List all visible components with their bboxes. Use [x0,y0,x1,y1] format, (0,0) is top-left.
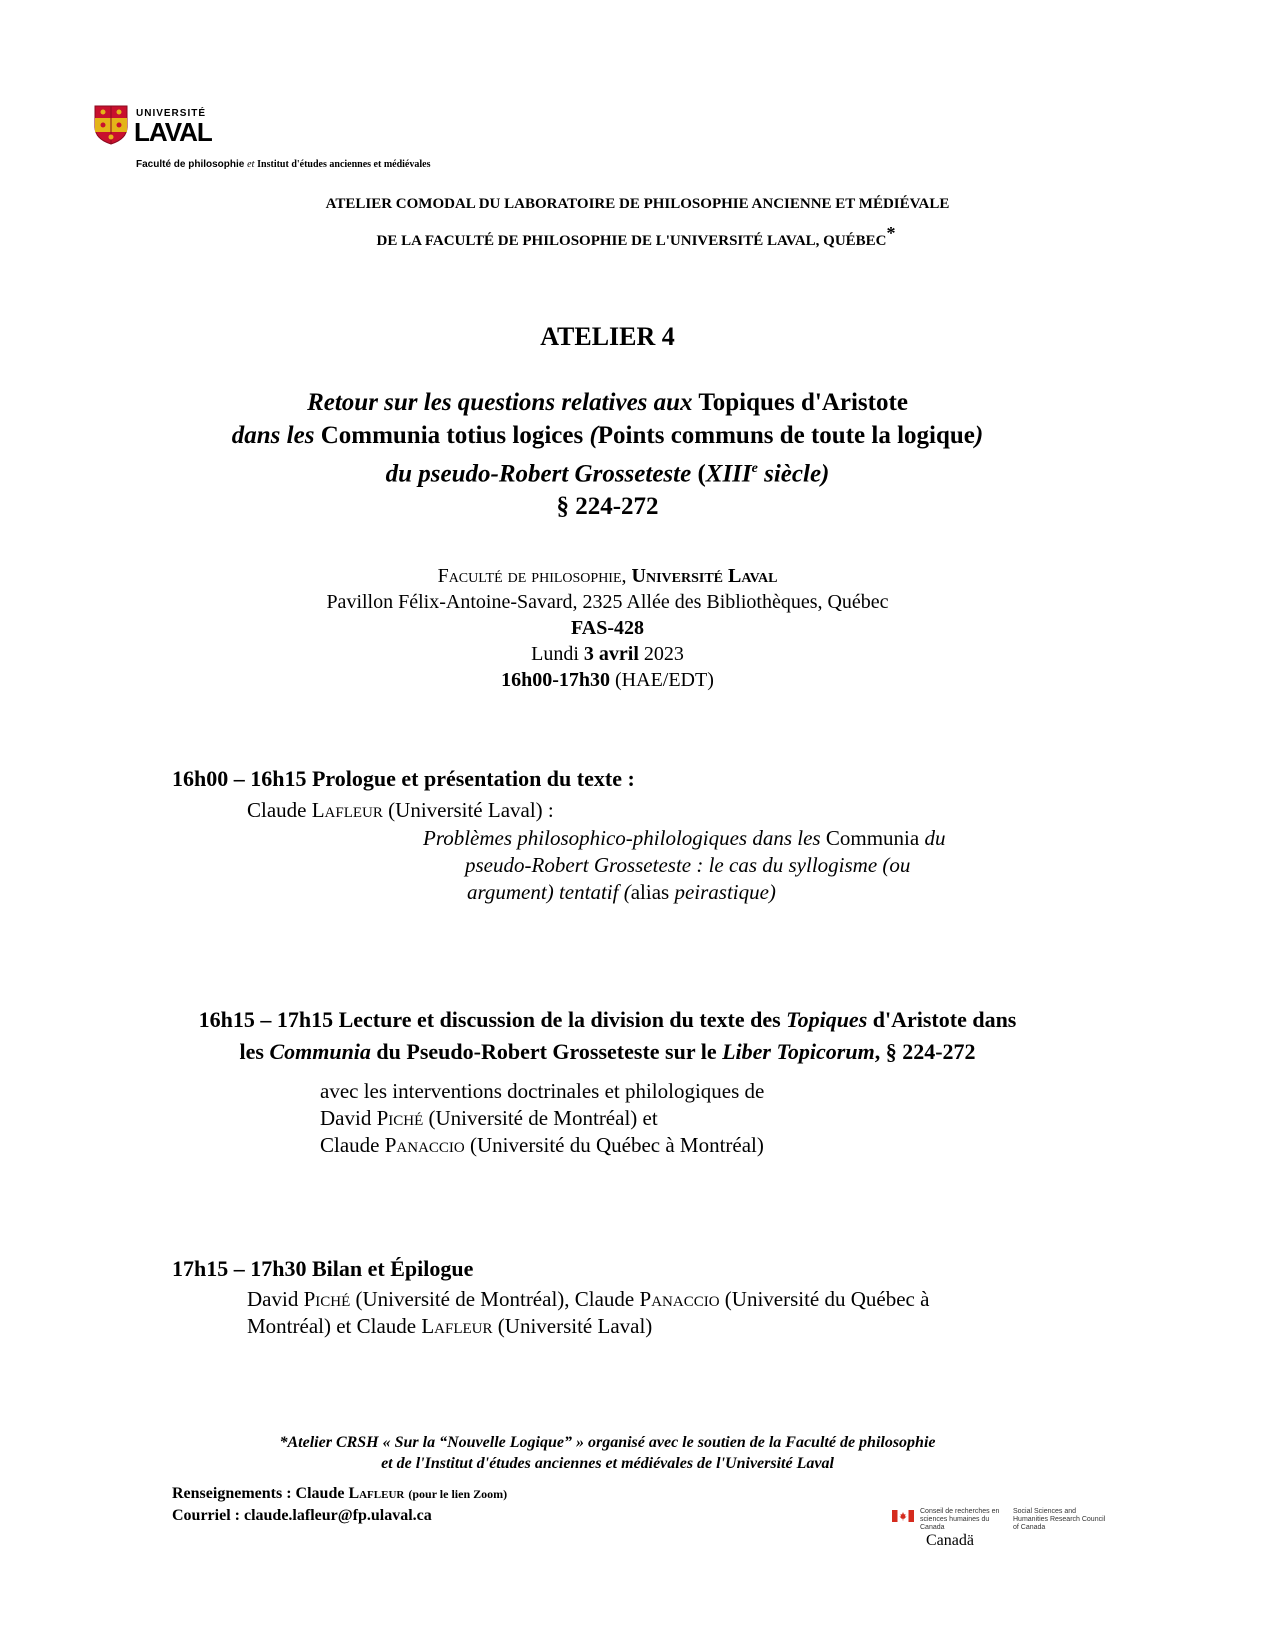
venue-timezone: (HAE/EDT) [615,669,714,691]
s2-p2-aff: (Université du Québec à Montréal) [470,1133,764,1157]
s2-heading-line-2 [0,1036,1215,1068]
venue-faculty-line [0,563,1215,589]
crsh-sshrc-logo [892,1508,1122,1558]
s1-talk-line-1 [423,825,1083,852]
logo-top-text: UNIVERSITÉ [136,108,207,119]
event-header [0,190,1275,256]
faculty-line-et: et [247,159,255,170]
contact-last: Lafleur [348,1485,405,1502]
s1-talk-line-3 [423,879,1083,906]
contact-info-line [172,1483,507,1505]
s1-talk-l1-c: du [924,826,946,850]
venue-address: Pavillon Félix-Antoine-Savard, 2325 Allée des Bibliothèques, Québec [326,591,889,613]
section1-speaker [247,797,554,824]
footnote [0,1432,1215,1474]
section3-heading: 17h15 – 17h30 Bilan et Épilogue [172,1256,474,1281]
canada-wordmark: Canadä [926,1532,974,1549]
venue-day: Lundi [531,643,579,665]
section2-heading [0,1004,1215,1068]
s1-speaker-first: Claude [247,798,307,822]
s3-a-last: Piché [303,1287,351,1311]
s3-a-aff: (Université de Montréal), Claude [355,1287,635,1311]
title-line-4: § 224-272 [556,493,659,521]
s2-p2-last: Panaccio [384,1133,465,1157]
s2-p1-aff: (Université de Montréal) et [428,1106,658,1130]
venue-year: 2023 [643,643,684,665]
title-l3-b: ( [697,460,706,488]
title-l1-a: Retour sur les questions relatives aux [307,389,693,416]
universite-laval-logo [94,105,214,145]
title-l3-c: XIII [705,460,752,488]
title-l1-b: Topiques d'Aristote [698,389,908,416]
section2-body [320,1078,764,1159]
title-l2-a: dans les [231,422,315,449]
s2-h2-e: , § 224-272 [874,1039,976,1064]
laval-crest-icon [94,105,128,145]
s1-speaker-last: Lafleur [311,798,383,822]
s2-h1-c: d'Aristote dans [872,1007,1017,1032]
venue-date-bold: 3 avril [583,643,639,665]
title-l2-e: ) [974,422,984,449]
s1-speaker-aff: (Université Laval) : [388,798,554,822]
s3-a-first: David [247,1287,299,1311]
s2-p1-first: David [320,1106,372,1130]
venue-room: FAS-428 [571,617,644,639]
s2-heading-line-1 [0,1004,1215,1036]
title-line-3 [0,452,1215,490]
s1-talk-l1-a: Problèmes philosophico-philologiques dans les [423,826,821,850]
canada-flag-icon [892,1510,914,1522]
header-line-2 [0,219,1275,256]
faculty-line [136,159,430,170]
faculty-line-part2: Institut d'études anciennes et médiévales [257,159,431,170]
s2-h2-d: Liber Topicorum [722,1039,875,1064]
s2-participant-1 [320,1105,764,1132]
venue-date [0,641,1215,667]
s3-c-pre: Montréal) et Claude [247,1314,417,1338]
s1-talk-l3-b: alias [630,880,670,904]
s2-h2-c: du Pseudo-Robert Grosseteste sur le [376,1039,717,1064]
header-footnote-star: * [886,223,896,243]
s3-c-last: Lafleur [421,1314,493,1338]
s2-intro: avec les interventions doctrinales et philologiques de [320,1079,765,1103]
venue-time [0,667,1215,693]
title-line-1 [0,386,1215,419]
crsh-french-name: Conseil de recherches en sciences humaines du Canada [920,1508,1000,1531]
contact-block [172,1483,507,1527]
venue-block [0,563,1215,693]
title-line-2 [0,419,1215,452]
s3-b-last: Panaccio [639,1287,720,1311]
s1-talk-l3-a: argument) tentatif ( [467,880,631,904]
title-l2-b: Communia totius logices [320,422,584,449]
contact-email[interactable]: Courriel : claude.lafleur@fp.ulaval.ca [172,1507,432,1524]
faculty-line-part1: Faculté de philosophie [136,159,245,170]
contact-label: Renseignements : Claude [172,1485,345,1502]
s3-c-aff: (Université Laval) [497,1314,653,1338]
section1-talk-title [423,825,1083,906]
footnote-line-2: et de l'Institut d'études anciennes et médiévales de l'Université Laval [381,1455,834,1472]
logo-main-text: LAVAL [134,117,212,147]
venue-faculty: Faculté de philosophie, [437,565,627,587]
footnote-line-1: *Atelier CRSH « Sur la “Nouvelle Logique” » organisé avec le soutien de la Faculté de philosophie [279,1434,936,1451]
main-title [0,386,1215,523]
s1-talk-l3-c: peirastique) [674,880,776,904]
title-l2-d: Points communs de toute la logique [597,422,975,449]
title-l3-sup: e [751,461,758,476]
s3-line-1 [247,1286,1127,1313]
s2-h1-b: Topiques [786,1007,868,1032]
s1-talk-l1-b: Communia [825,826,920,850]
s2-h1-a: 16h15 – 17h15 Lecture et discussion de la division du texte des [198,1007,781,1032]
s2-p1-last: Piché [376,1106,424,1130]
venue-time-bold: 16h00-17h30 [501,669,611,691]
s2-p2-first: Claude [320,1133,380,1157]
title-l3-d: siècle) [764,460,830,488]
venue-university: Université Laval [631,565,778,587]
s2-h2-a: les [239,1039,264,1064]
s3-b-aff: (Université du Québec à [724,1287,930,1311]
contact-note: (pour le lien Zoom) [408,1487,508,1501]
s3-line-2 [247,1313,1127,1340]
header-line-2-text: DE LA FACULTÉ DE PHILOSOPHIE DE L'UNIVERSITÉ LAVAL, QUÉBEC [376,233,887,249]
title-l2-c: ( [589,422,598,449]
section1-heading: 16h00 – 16h15 Prologue et présentation du texte : [172,766,635,791]
atelier-title: ATELIER 4 [540,322,675,351]
header-line-1: ATELIER COMODAL DU LABORATOIRE DE PHILOSOPHIE ANCIENNE ET MÉDIÉVALE [325,196,950,212]
title-l3-a: du pseudo-Robert Grosseteste [385,460,692,488]
s2-participant-2 [320,1132,764,1159]
s1-talk-line-2: pseudo-Robert Grosseteste : le cas du syllogisme (ou [465,853,911,877]
sshrc-english-name: Social Sciences and Humanities Research Council of Canada [1013,1508,1106,1531]
s2-h2-b: Communia [269,1039,371,1064]
section3-body [247,1286,1127,1340]
